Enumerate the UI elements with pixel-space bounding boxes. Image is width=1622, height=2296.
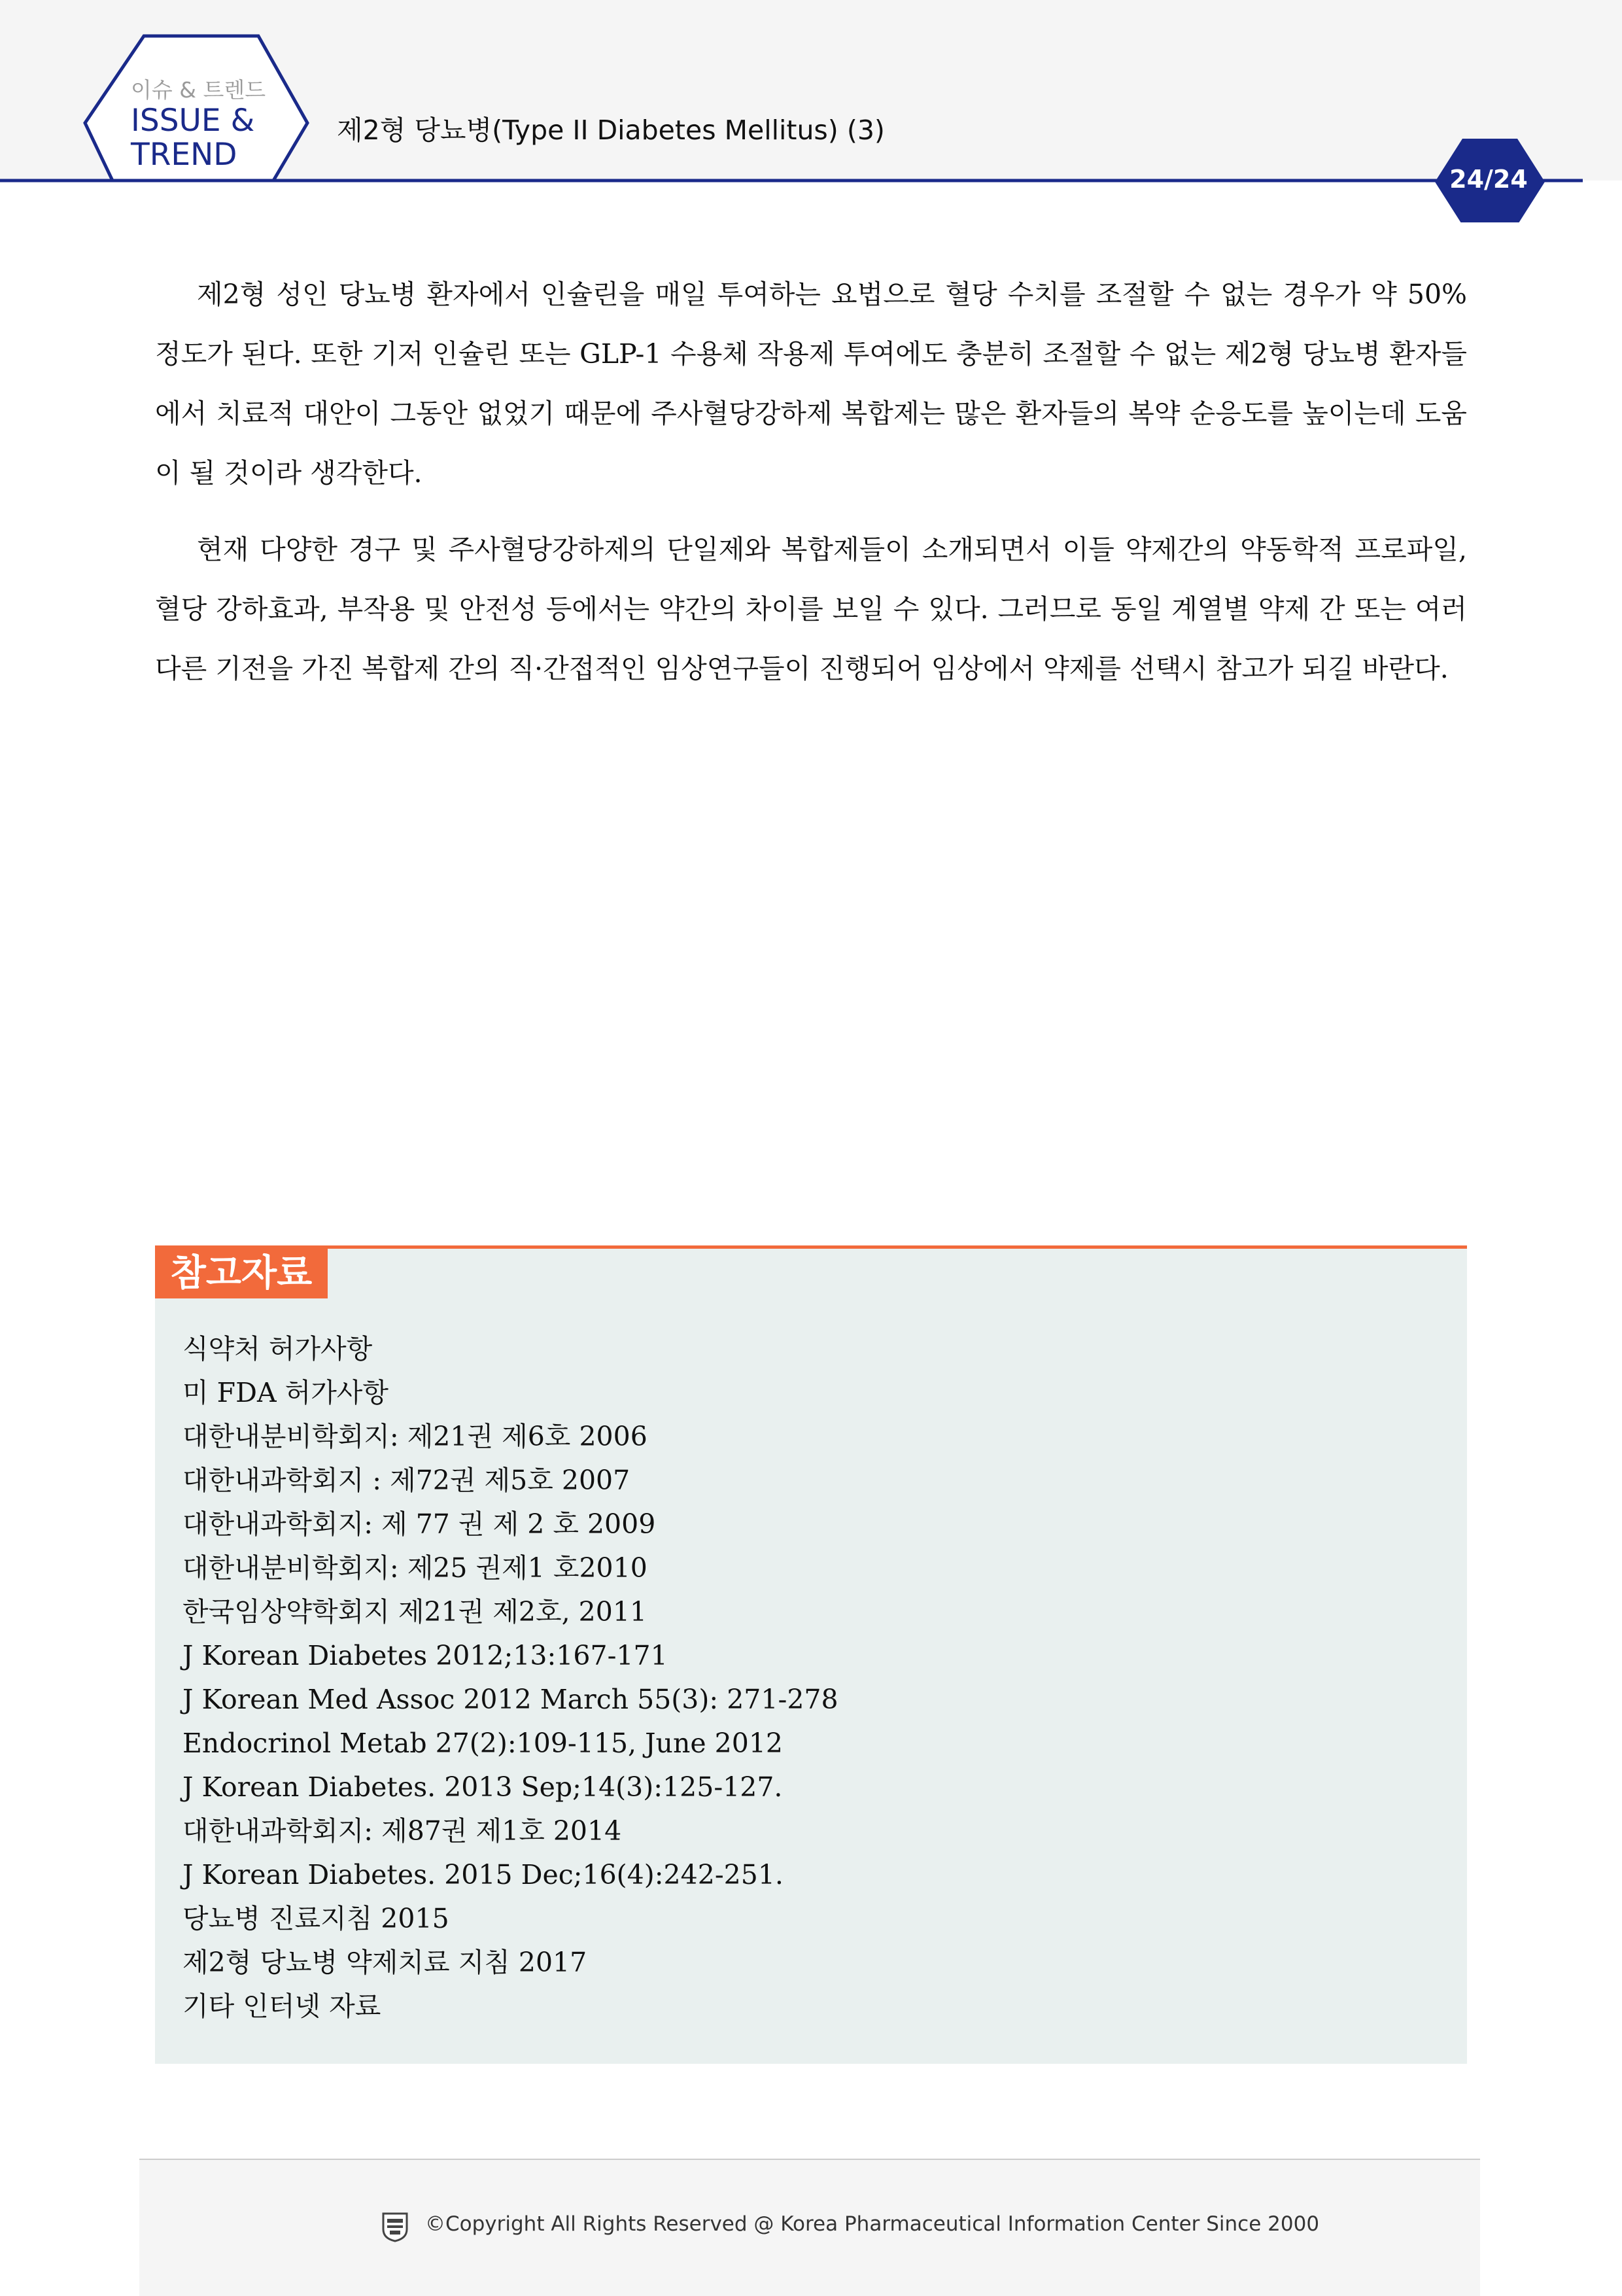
body-text: [155, 265, 1467, 716]
reference-item: 당뇨병 진료지침 2015: [182, 1903, 449, 1934]
reference-item: Endocrinol Metab 27(2):109-115, June 2012: [182, 1728, 783, 1759]
reference-item: 대한내과학회지 : 제72권 제5호 2007: [182, 1465, 630, 1496]
page-title: 제2형 당뇨병(Type II Diabetes Mellitus) (3): [337, 114, 885, 146]
copyright-text: ©Copyright All Rights Reserved @ Korea Pharmaceutical Information Center Since 2000: [425, 2212, 1320, 2236]
reference-item: 대한내과학회지: 제 77 권 제 2 호 2009: [182, 1508, 656, 1540]
reference-item: 대한내과학회지: 제87권 제1호 2014: [182, 1815, 622, 1847]
reference-item: J Korean Diabetes. 2015 Dec;16(4):242-251.: [182, 1859, 784, 1890]
references-box: [155, 1245, 1467, 2064]
reference-item: 대한내분비학회지: 제25 권제1 호2010: [182, 1552, 647, 1584]
paragraph: 제2형 성인 당뇨병 환자에서 인슐린을 매일 투여하는 요법으로 혈당 수치를 조절할 수 없는 경우가 약 50% 정도가 된다. 또한 기저 인슐린 또는 GLP-1 수용체 작용제 투여에도 충분히 조절할 수 없는 제2형 당뇨병 환자들에서 치료적 대안이 그동안 없었기 때문에 주사혈당강하제 복합제는 많은 환자들의 복약 순응도를 높이는데 도움이 될 것이라 생각한다.: [155, 279, 1467, 489]
references-list: [182, 1327, 838, 2028]
references-title: 참고자료: [155, 1249, 328, 1298]
logo-trend: TREND: [131, 137, 237, 173]
reference-item: J Korean Diabetes 2012;13:167-171: [182, 1640, 668, 1671]
logo-korean: 이슈 & 트렌드: [131, 77, 266, 103]
reference-item: J Korean Diabetes. 2013 Sep;14(3):125-127.: [182, 1771, 783, 1803]
logo-issue: ISSUE &: [131, 103, 255, 139]
reference-item: 대한내분비학회지: 제21권 제6호 2006: [182, 1421, 647, 1452]
reference-item: 한국임상약학회지 제21권 제2호, 2011: [182, 1596, 647, 1627]
kpic-emblem-icon: [381, 2211, 409, 2242]
page-number: 24/24: [1449, 165, 1528, 194]
reference-item: 제2형 당뇨병 약제치료 지침 2017: [182, 1947, 587, 1978]
reference-item: 기타 인터넷 자료: [182, 1991, 381, 2022]
reference-item: 미 FDA 허가사항: [182, 1377, 389, 1408]
reference-item: J Korean Med Assoc 2012 March 55(3): 271-278: [182, 1684, 838, 1715]
reference-item: 식약처 허가사항: [182, 1333, 373, 1365]
paragraph: 현재 다양한 경구 및 주사혈당강하제의 단일제와 복합제들이 소개되면서 이들 약제간의 약동학적 프로파일, 혈당 강하효과, 부작용 및 안전성 등에서는 약간의 차이를 보일 수 있다. 그러므로 동일 계열별 약제 간 또는 여러 다른 기전을 가진 복합제 간의 직·간접적인 임상연구들이 진행되어 임상에서 약제를 선택시 참고가 되길 바란다.: [155, 534, 1467, 684]
